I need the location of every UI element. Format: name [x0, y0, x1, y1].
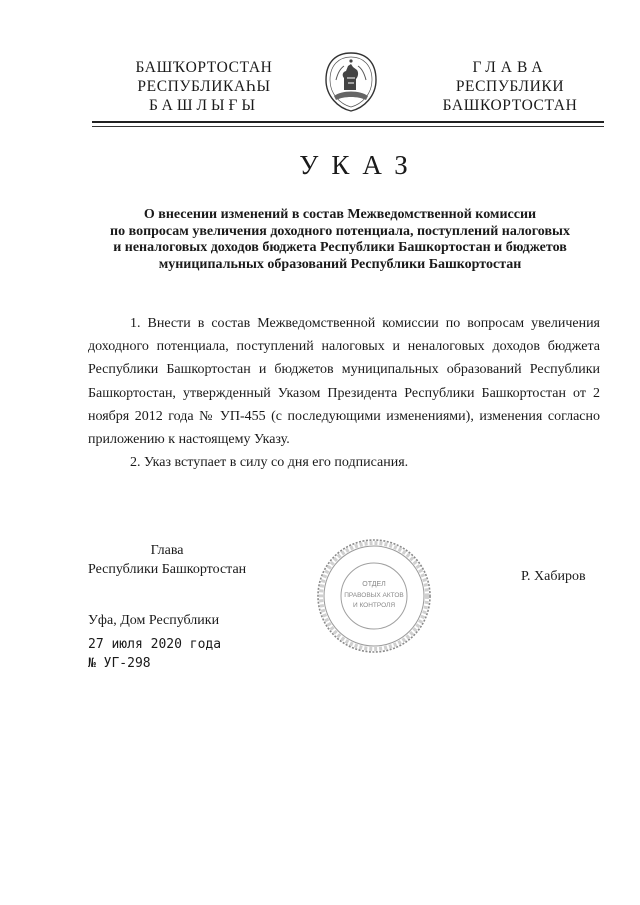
- title-line: муниципальных образований Республики Башкортостан: [158, 256, 522, 272]
- document-title: [70, 207, 610, 273]
- header-right: [420, 58, 600, 115]
- title-line: О внесении изменений в состав Межведомственной комиссии: [143, 207, 537, 222]
- header-left-line: РЕСПУБЛИКАҺЫ: [137, 78, 271, 95]
- header-left-line: БАШҠОРТОСТАН: [135, 59, 273, 76]
- document-type: УКАЗ: [299, 150, 421, 180]
- issuance-number: № УГ-298: [88, 656, 151, 671]
- issuance-place: Уфа, Дом Республики: [88, 613, 220, 628]
- stamp-text: ПРАВОВЫХ АКТОВ: [344, 592, 404, 599]
- document-body: [88, 312, 600, 474]
- issuance-details: [88, 635, 221, 673]
- paragraph-2: 2. Указ вступает в силу со дня его подписания.: [130, 455, 409, 471]
- title-line: по вопросам увеличения доходного потенциала, поступлений налоговых: [110, 223, 570, 239]
- issuance-date: 27 июля 2020 года: [88, 637, 222, 652]
- header-rule-thin: [92, 126, 604, 127]
- coat-of-arms-emblem: [322, 50, 380, 114]
- paragraph-1: 1. Внести в состав Межведомственной комиссии по вопросам увеличения доходного потенциала, поступлений налоговых и неналоговых доходов бюджета Республики Башкортостан и бюджетов муниципальных образований Республики Башкортостан, утвержденный Указом Президента Республики Башкортостан от 2 ноября 2012 года № УП-455 (с последующими изменениями), изменения согласно приложению к настоящему Указу.: [88, 316, 600, 448]
- header-left: [106, 58, 302, 115]
- header-right-line: ГЛАВА: [472, 59, 548, 76]
- header-rule-thick: [92, 121, 604, 123]
- header-right-line: БАШКОРТОСТАН: [442, 97, 578, 114]
- position-line: Глава: [150, 543, 184, 558]
- header-right-line: РЕСПУБЛИКИ: [455, 78, 565, 95]
- title-line: и неналоговых доходов бюджета Республики Башкортостан и бюджетов: [113, 240, 567, 255]
- signatory-name: Р. Хабиров: [521, 569, 586, 584]
- stamp-text: ОТДЕЛ: [362, 581, 386, 588]
- position-line: Республики Башкортостан: [88, 561, 247, 577]
- header-left-line: БАШЛЫҒЫ: [148, 97, 260, 114]
- stamp-text: И КОНТРОЛЯ: [352, 602, 396, 609]
- signatory-position: [88, 542, 246, 579]
- official-stamp: [314, 536, 434, 656]
